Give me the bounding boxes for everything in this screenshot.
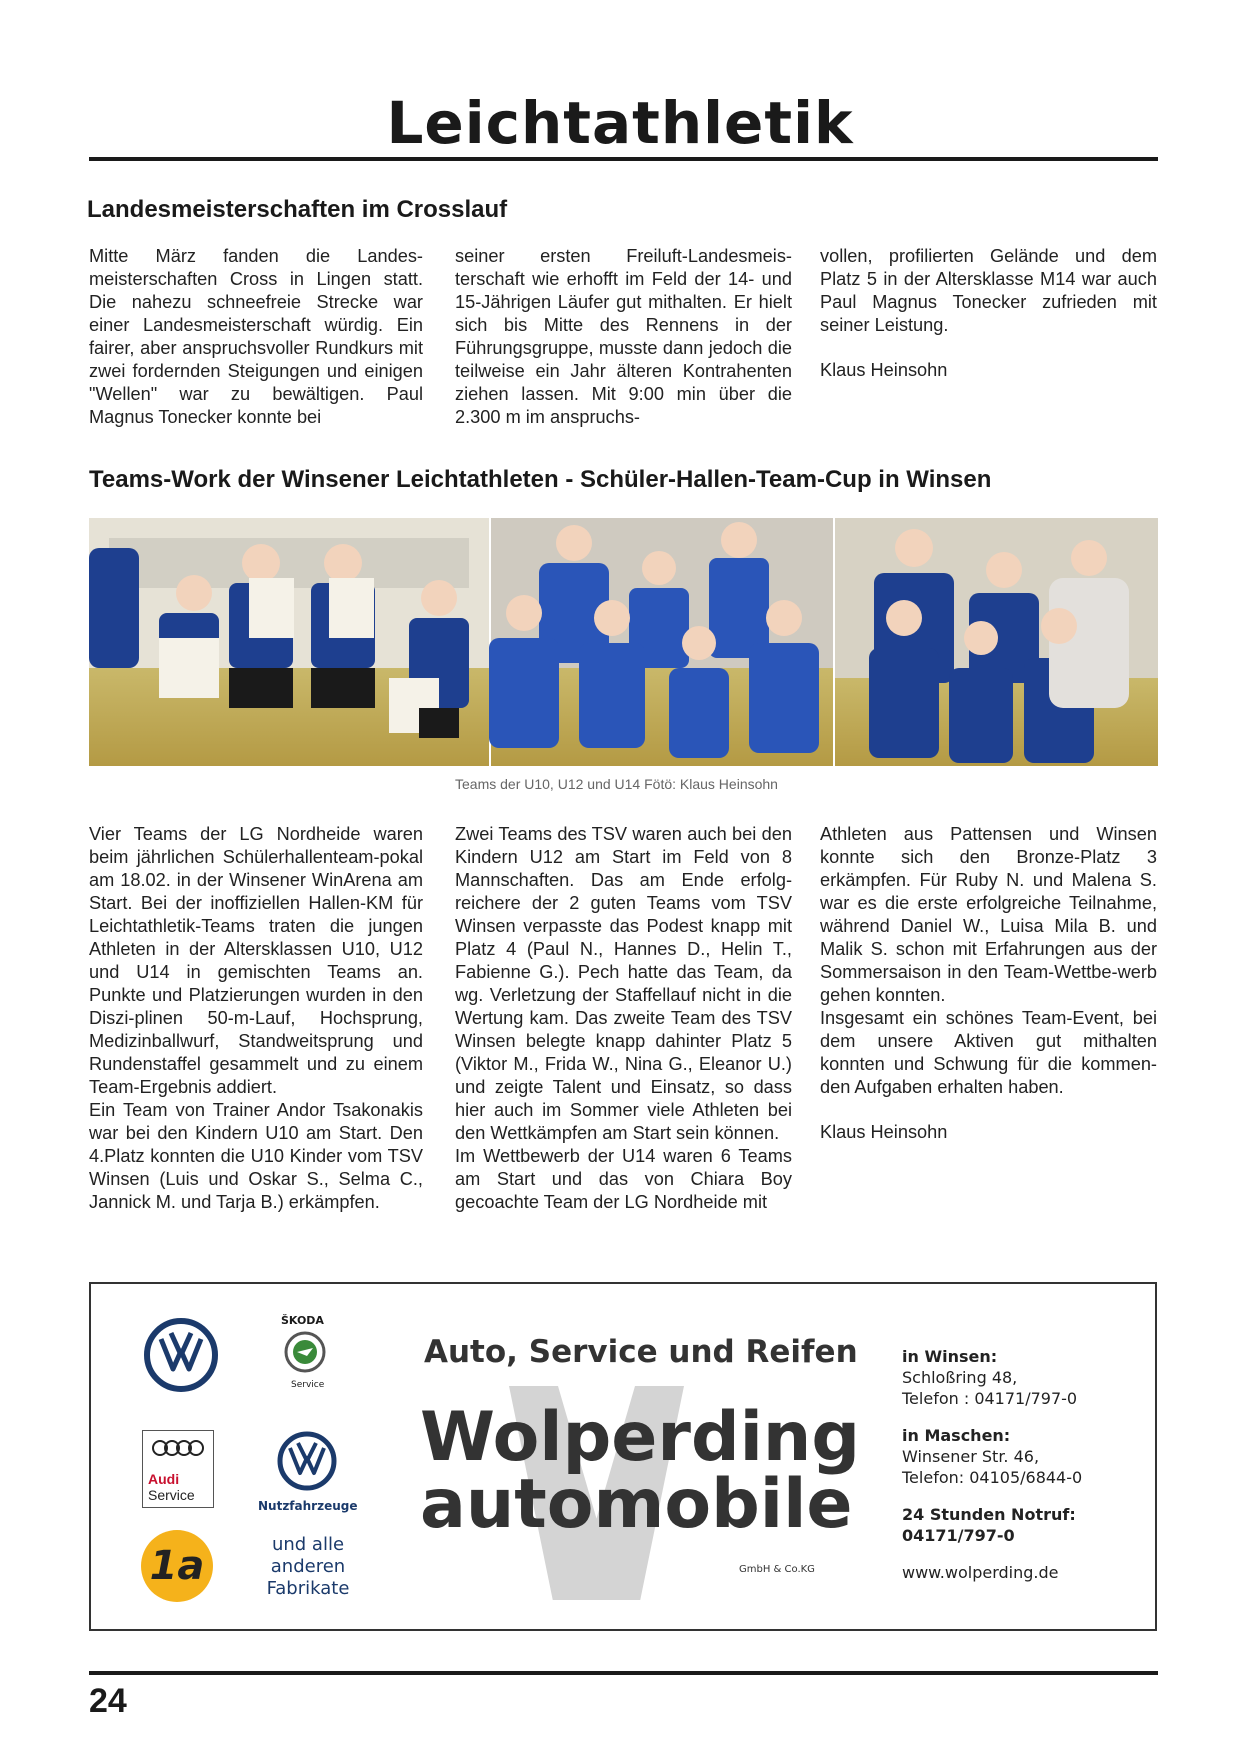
article2-col3: [820, 823, 1157, 1144]
maschen-phone: Telefon: 04105/6844-0: [902, 1468, 1083, 1487]
maschen-title: in Maschen:: [902, 1426, 1011, 1445]
article1-col3-text: vollen, profilierten Gelände und dem Platz 5 in der Altersklasse M14 war auch Paul Magnus Tonecker zufrieden mit seiner Leistung.: [820, 246, 1157, 335]
website-link[interactable]: www.wolperding.de: [902, 1563, 1059, 1582]
nutzfahrzeuge-label: Nutzfahrzeuge: [258, 1499, 358, 1513]
company-name-line2: automobile: [420, 1465, 853, 1544]
article2-col1-para1: Vier Teams der LG Nordheide waren beim jährlichen Schülerhallenteam-pokal am 18.02. in der Winsener WinArena am Start. Bei der inoffiziellen Hallen-KM für Leichtathletik-Teams traten die jungen Athleten in der Altersklassen U10, U12 und U14 in gemischten Teams an. Punkte und Platzierungen wurden in den Diszi-plinen 50-m-Lauf, Hochsprung, Medizinballwurf, Standweitsprung und Rundenstaffel gesammelt und zu einem Team-Ergebnis addiert.: [89, 824, 423, 1097]
company-name-line1: Wolperding: [420, 1398, 861, 1477]
article1-col2: [455, 245, 792, 429]
article2-col1-para2: Ein Team von Trainer Andor Tsakonakis war bei den Kindern U10 am Start. Den 4.Platz konnten die U10 Kinder vom TSV Winsen (Luis und Oskar S., Selma C., Jannick M. und Tarja B.) erkämpfen.: [89, 1100, 423, 1212]
advertisement-box: [89, 1282, 1157, 1631]
company-legal-form: GmbH & Co.KG: [739, 1564, 815, 1575]
audi-logo-box: [142, 1430, 214, 1508]
skoda-service-label: Service: [291, 1380, 325, 1390]
skoda-logo-icon: [283, 1330, 327, 1374]
team-photo-illustration: [89, 518, 1158, 766]
winsen-street: Schloßring 48,: [902, 1368, 1018, 1387]
article2-heading: Teams-Work der Winsener Leichtathleten - Schüler-Hallen-Team-Cup in Winsen: [89, 466, 992, 493]
winsen-title: in Winsen:: [902, 1347, 998, 1366]
ad-headline: Auto, Service und Reifen: [424, 1334, 858, 1370]
team-photo: [89, 518, 1158, 766]
article1-author: Klaus Heinsohn: [820, 360, 948, 380]
maschen-street: Winsener Str. 46,: [902, 1447, 1040, 1466]
page-number: 24: [89, 1682, 127, 1720]
other-brands-text: [243, 1534, 373, 1600]
vw-nutzfahrzeuge-logo-icon: [276, 1430, 338, 1492]
skoda-wordmark: ŠKODA: [281, 1314, 324, 1327]
article1-col3: [820, 245, 1157, 382]
article2-col3-para2: Insgesamt ein schönes Team-Event, bei dem unsere Aktiven gut mithalten konnten und Schwung für die kommen-den Aufgaben erhalten haben.: [820, 1008, 1157, 1097]
audi-rings-icon: [151, 1439, 205, 1457]
article2-col2-para2: Im Wettbewerb der U14 waren 6 Teams am Start und das von Chiara Boy gecoachte Team der LG Nordheide mit: [455, 1146, 792, 1212]
article2-author: Klaus Heinsohn: [820, 1122, 948, 1142]
notruf-title: 24 Stunden Notruf:: [902, 1505, 1076, 1524]
audi-service-label: Service: [148, 1487, 195, 1503]
winsen-phone: Telefon : 04171/797-0: [902, 1389, 1078, 1408]
page-title: Leichtathletik: [386, 89, 854, 157]
vw-logo-icon: [143, 1317, 219, 1393]
article1-col1: [89, 245, 423, 429]
notruf-phone: 04171/797-0: [902, 1526, 1015, 1545]
other-brands-line3: Fabrikate: [266, 1578, 350, 1599]
other-brands-line2: anderen: [270, 1556, 346, 1577]
article2-col2-para1: Zwei Teams des TSV waren auch bei den Kindern U12 am Start im Feld von 8 Mannschaften. Das am Ende erfolg-reichere der 2 guten Teams vom TSV Winsen verpasste das Podest knapp mit Platz 4 (Paul N., Hannes D., Helin T., Fabienne G.). Pech hatte das Team, da wg. Verletzung der Staffellauf nicht in die Wertung kam. Das zweite Team des TSV Winsen belegte knapp dahinter Platz 5 (Viktor M., Frida W., Nina G., Eleanor U.) und zeigte Talent und Einsatz, so dass hier auch im Sommer viele Athleten bei den Wettkämpfen am Start sein können.: [455, 824, 792, 1143]
other-brands-line1: und alle: [271, 1534, 345, 1555]
article2-col2: [455, 823, 792, 1214]
article1-heading: Landesmeisterschaften im Crosslauf: [87, 196, 508, 223]
photo-caption: Teams der U10, U12 und U14 Fötö: Klaus Heinsohn: [455, 776, 778, 792]
title-rule: [89, 157, 1158, 161]
article2-col3-para1: Athleten aus Pattensen und Winsen konnte sich den Bronze-Platz 3 erkämpfen. Für Ruby N. und Malena S. war es die erste erfolgreiche Teilnahme, während Daniel W., Luisa Mila B. und Malik S. schon mit Erfahrungen aus der Sommersaison in den Team-Wettbe-werb gehen konnten.: [820, 824, 1157, 1005]
contact-block: [902, 1346, 1082, 1583]
1a-logo-icon: 1a: [141, 1530, 213, 1602]
article1-col2-text: seiner ersten Freiluft-Landesmeis-terschaft wie erhofft im Feld der 14- und 15-Jährigen Läufer gut mithalten. Er hielt sich bis Mitte des Rennens in der Führungsgruppe, musste dann jedoch die teilweise ein Jahr älteren Kontrahenten ziehen lassen. Mit 9:00 min über die 2.300 m im anspruchs-: [455, 246, 792, 427]
audi-label: Audi: [148, 1471, 180, 1487]
article1-col1-text: Mitte März fanden die Landes-meisterschaften Cross in Lingen statt. Die nahezu schneefreie Strecke war einer Landesmeisterschaft würdig. Ein fairer, aber anspruchsvoller Rundkurs mit zwei fordernden Steigungen und einigen "Wellen" war zu bewältigen. Paul Magnus Tonecker konnte bei: [89, 246, 423, 427]
article2-col1: [89, 823, 423, 1214]
footer-rule: [89, 1671, 1158, 1675]
